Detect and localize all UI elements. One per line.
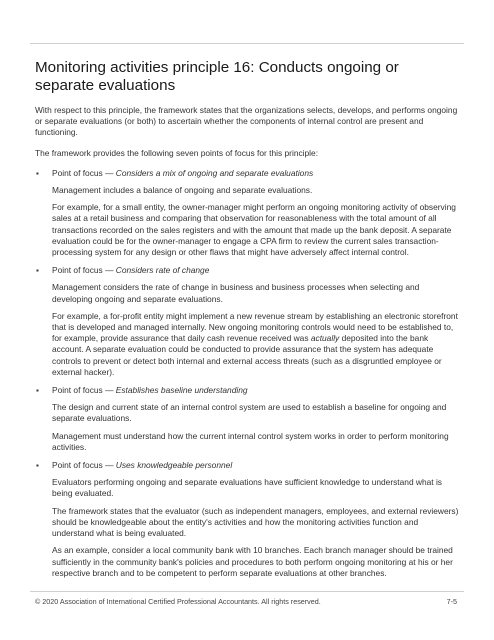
page-content [35,59,461,586]
page-title: Monitoring activities principle 16: Conducts ongoing or separate evaluations [35,59,399,94]
point-paragraph: For example, a for-profit entity might implement a new revenue stream by establishing an electronic storefront that is developed and managed internally. New ongoing monitoring controls would need to be established to, for example, provide assurance that daily cash revenue received was actually deposited into the bank account. A separate evaluation could be conducted to provide assurance that the system has adequate controls to prevent or detect both internal and external access threats (such as a disgruntled employee or external hacker). [52,310,458,377]
list-item [35,385,461,453]
point-name: Establishes baseline understanding [115,385,248,396]
point-heading [52,385,461,396]
bullet-icon: ▪ [36,386,39,396]
point-heading [52,265,461,276]
footer [35,597,457,607]
footer-rule [30,591,464,592]
point-paragraph: Management considers the rate of change in business and business processes when selecting and developing ongoing and separate evaluations. [52,282,420,304]
point-name: Considers rate of change [115,265,210,276]
copyright-text: © 2020 Association of International Certified Professional Accountants. All rights reserved. [35,597,321,606]
point-paragraph: Management includes a balance of ongoing and separate evaluations. [52,185,313,196]
intro-paragraph: With respect to this principle, the framework states that the organizations selects, develops, and performs ongoing or separate evaluations (or both) to ascertain whether the components of internal control are present and functioning. [35,105,458,138]
point-paragraph: As an example, consider a local community bank with 10 branches. Each branch manager should be trained sufficiently in the community bank's policies and procedures to both perform ongoing monitoring at his or her respective branch and to be competent to perform separate evaluations at other branches. [52,545,453,578]
point-paragraph: Evaluators performing ongoing and separate evaluations have sufficient knowledge to understand what is being evaluated. [52,477,442,499]
bullet-icon: ▪ [36,266,39,276]
points-intro: The framework provides the following seven points of focus for this principle: [35,147,319,158]
point-prefix: Point of focus — [52,167,116,178]
point-paragraph: The framework states that the evaluator (such as independent managers, employees, and external reviewers) should be knowledgeable about the entity's activities and how the monitoring activities function and understand what is being evaluated. [52,505,459,539]
point-heading [52,168,461,179]
point-name: Uses knowledgeable personnel [115,460,233,471]
bullet-icon: ▪ [36,461,39,471]
page-number: 7-5 [446,597,457,606]
point-heading [52,460,461,471]
list-item [35,168,461,258]
points-list [35,168,461,579]
point-prefix: Point of focus — [52,460,116,471]
list-item [35,265,461,378]
point-prefix: Point of focus — [52,265,116,276]
point-prefix: Point of focus — [52,385,116,396]
point-paragraph: The design and current state of an internal control system are used to establish a baseline for ongoing and separate evaluations. [52,402,447,424]
list-item [35,460,461,579]
point-paragraph: Management must understand how the current internal control system works in order to perform monitoring activities. [52,430,449,452]
point-name: Considers a mix of ongoing and separate evaluations [115,167,314,178]
header-rule [30,43,464,44]
bullet-icon: ▪ [36,168,39,178]
point-paragraph: For example, for a small entity, the owner-manager might perform an ongoing monitoring activity of observing sales at a retail business and comparing that observation for reasonableness with the total amount of all transactions recorded on the sales registers and with the amount that made up the bank deposit. A separate evaluation could be for the owner-manager to engage a CPA firm to review the current sales transaction-processing system for any design or other flaws that might have adversely affect internal control. [52,202,456,258]
